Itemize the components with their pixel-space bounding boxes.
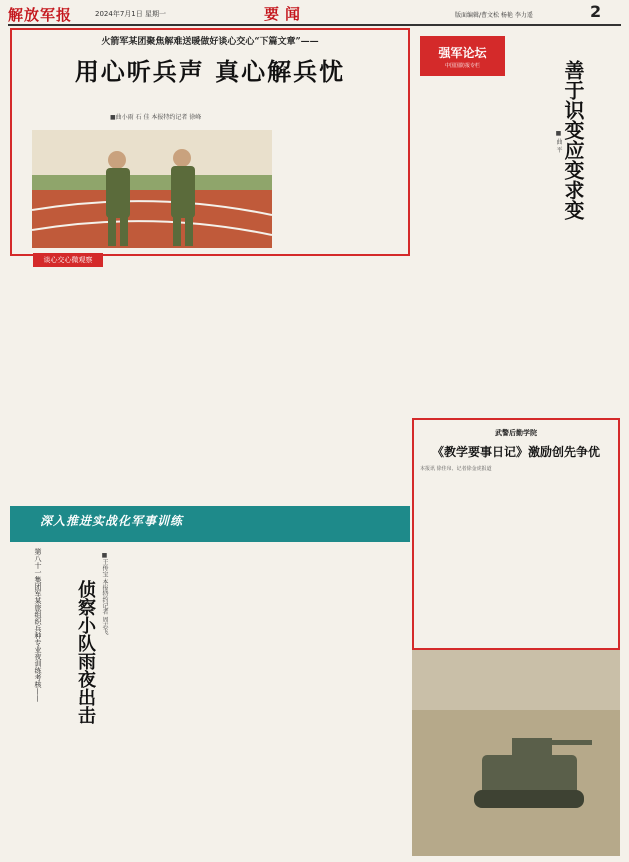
feature-byline: ■曲小雨 石 佳 本报特约记者 徐峰 (110, 114, 202, 121)
newspaper-logo: 解放军报 (8, 6, 73, 24)
banner-text: 深入推进实战化军事训练 (40, 514, 184, 528)
lower-title: 侦察小队雨夜出击 (75, 580, 96, 724)
editor-credits: 版面编辑/曹文松 杨艳 李力遥 (455, 12, 533, 19)
column-tag-sub: 中国国防报专栏 (444, 63, 480, 69)
masthead-rule (8, 24, 621, 26)
issue-date: 2024年7月1日 星期一 (95, 10, 166, 18)
section-title: 要闻 (264, 5, 307, 23)
news-kicker: 武警后勤学院 (495, 428, 537, 437)
column-tag: 强军论坛 (420, 36, 505, 76)
commentary-title: 善于识变应变求变 (561, 60, 585, 220)
lower-author: ■王传宝 本报特约记者 周志飞 (101, 552, 108, 635)
news-byline: 本报讯 徐佳帛、记者徐金虎报道 (420, 466, 492, 472)
lower-subtitle: 第八十一集团军某旅组织兵种专业夜训练考核—— (34, 548, 42, 702)
tank-photo (412, 650, 620, 856)
feature-subtitle: 火箭军某团聚焦解难送暖做好谈心交心“下篇文章”—— (101, 37, 319, 47)
feature-caption-label: 谈心交心微观察 (33, 253, 103, 267)
page-number: 2 (590, 2, 602, 21)
commentary-author: ■ 曲 平 (555, 130, 562, 153)
feature-photo (32, 130, 272, 248)
news-title: 《教学要事日记》激励创先争优 (431, 445, 600, 459)
feature-title: 用心听兵声 真心解兵忧 (74, 58, 346, 86)
